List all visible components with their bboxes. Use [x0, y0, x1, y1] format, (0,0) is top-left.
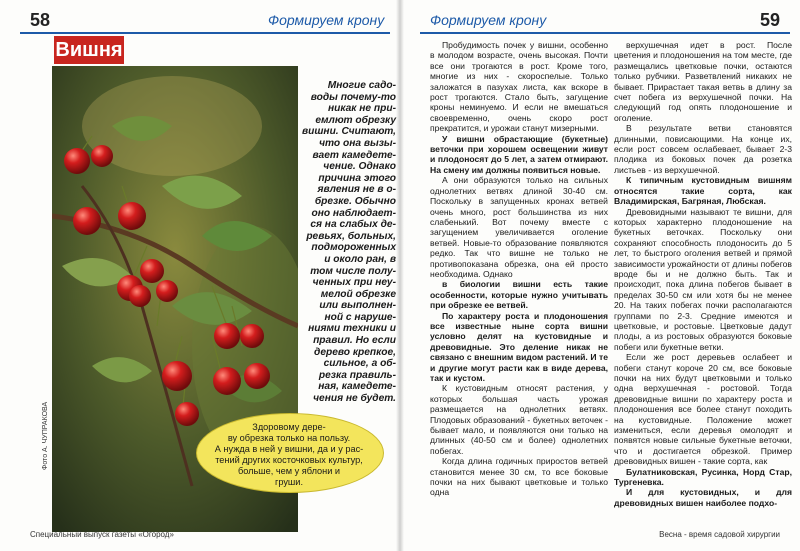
page-footer: Специальный выпуск газеты «Огород» — [30, 530, 174, 539]
paragraph-bold: в биологии вишни есть такие особенности, которые нужно учитывать при обрезке ее ветвей. — [430, 279, 608, 311]
intro-line: никак не при- — [327, 103, 396, 115]
text-column-2 — [614, 40, 792, 508]
callout-text — [204, 422, 374, 488]
intro-line: причина этого — [318, 172, 396, 184]
paragraph: В результате ветви становятся длинными, повисающими. На конце их, если рост совсем ослабевает, бывает 2-3 плодика из боковых почек да розетка листьев - из верхушечной. — [614, 123, 792, 175]
page-footer: Весна - время садовой хирургии — [659, 530, 780, 539]
paragraph-bold: К типичным кустовидным вишням относятся такие сорта, как Владимирская, Багряная, Любская. — [614, 175, 792, 207]
intro-line: том числе полу- — [310, 265, 396, 277]
paragraph: А они образуются только на сильных однолетних ветвях длиной 30-40 см. Поскольку в запущенных кронах ветвей очень много, рост большинства из них слабенький. Вот почему вместе с загущением увеличивается оголение ветвей. Новые-то образование появляются редко. Так что вишне не только не противопоказана обрезка, она ей просто необходима. Однако — [430, 175, 608, 279]
intro-line: ся на слабых де- — [310, 219, 396, 231]
intro-line: ной с наруше- — [324, 311, 396, 323]
paragraph-bold: И для кустовидных, и для древовидных вишен наиболее подхо- — [614, 487, 792, 508]
paragraph: Пробудимость почек у вишни, особенно в молодом возрасте, очень высокая. Почти все они трогаются в рост. Кроме того, многие из них - скороспелые. Только заложатся в пазухах листа, как вскоре в рост трогаются. Стало быть, загущение кроны неминуемо. И если не вмешаться своевременно, очень скоро рост прекратится, и урожаи станут мизерными. — [430, 40, 608, 134]
text-column-1 — [430, 40, 608, 498]
intro-line: чение. Однако — [323, 161, 396, 173]
paragraph: К кустовидным относят растения, у которых большая часть урожая размещается на однолетних ветвях. Плодовых образований - букетных веточек - бывает мало, и появляются они только на длинных (40-50 см и более) однолетних побегах. — [430, 383, 608, 456]
page-number: 59 — [759, 10, 780, 30]
intro-line: ревьях, больных, — [306, 230, 396, 242]
intro-line: мелой обрезке — [320, 288, 396, 300]
intro-line: емлют обрезку — [315, 114, 396, 126]
intro-line: брезке. Обычно — [314, 195, 396, 207]
intro-line: и около ран, в — [324, 253, 396, 265]
intro-line: вишни. Считают, — [301, 126, 396, 138]
right-page — [400, 0, 800, 551]
intro-text — [300, 80, 396, 405]
intro-line: вает камедете- — [312, 149, 396, 161]
intro-line: ниями техники и — [308, 323, 396, 335]
callout-line: А нужда в ней у вишни, да и у рас- — [214, 444, 364, 454]
intro-line: ная, камедете- — [318, 381, 396, 393]
page-number: 58 — [30, 10, 51, 30]
section-header: Формируем крону — [268, 12, 385, 28]
intro-line: оно наблюдает- — [311, 207, 396, 219]
callout-line: груши. — [274, 477, 303, 487]
paragraph: верхушечная идет в рост. После цветения и плодоношения на том месте, где размещались цветковые почки, остаются только рубчики. Разветвлений никаких не бывает. Прирастает такая ветвь в длину за счет побега из верхушечной почки. На следующий год опять плодоношение и оголение. — [614, 40, 792, 123]
callout-line: Здоровому дере- — [252, 422, 326, 432]
paragraph: Когда длина годичных приростов ветвей становится менее 30 см, то все боковые почки на них бывают цветковые и только одна — [430, 456, 608, 498]
intro-line: резка правиль- — [318, 369, 396, 381]
intro-line: явления не в о- — [317, 184, 396, 196]
header-rule — [20, 32, 390, 34]
intro-line: правил. Но если — [313, 335, 396, 347]
paragraph: Если же рост деревьев ослабеет и побеги станут короче 20 см, все боковые почки на них будут цветковыми и только одна верхушечная - ростовой. Тогда древовидные вишни по характеру роста и плодоношения все более станут походить на кустовидные. Положение может измениться, если деревья омолодят и появятся новые сильные букетные веточки, что и достигается обрезкой. Пример древовидных вишен - такие сорта, как — [614, 352, 792, 467]
intro-line: или выполнен- — [319, 300, 396, 312]
intro-line: сильное, а об- — [323, 358, 396, 370]
section-header: Формируем крону — [430, 12, 547, 28]
intro-line: чения не будет. — [313, 393, 396, 405]
callout-line: ву обрезка только на пользу. — [227, 433, 351, 443]
paragraph-bold: У вишни обрастающие (букетные) веточки при хорошем освещении живут и плодоносят до 5 лет, а затем отмирают. На смену им должны появиться новые. — [430, 133, 608, 175]
paragraph: Древовидными называют те вишни, для которых характерно плодоношение на букетных веточках. Поскольку они сохраняют способность плодоносить до 5 лет, то быстрого оголения ветвей и прямой зависимости урожайности от длины побегов вроде бы и не должно быть. Так и происходит, пока длина побегов бывает в пределах 30-50 см или хотя бы не менее 20. На таких побегах почки располагаются группами по 2-3. Средние имеются и цветковые, и ростовые. Цветковые дадут плоды, а из ростовых образуются боковые побеги или букетные ветки. — [614, 206, 792, 352]
intro-line: что она вызы- — [319, 137, 396, 149]
intro-line: ченных при неу- — [312, 277, 396, 289]
paragraph-bold: По характеру роста и плодоношения все известные ныне сорта вишни условно делят на кустовидные и древовидные. Это деление никак не связано с внешним видом растений. И те и другие могут расти как в виде дерева, так и кустом. — [430, 310, 608, 383]
article-title: Вишня — [54, 36, 124, 64]
callout-line: больше, чем у яблони и — [237, 466, 341, 476]
intro-line: Многие садо- — [327, 80, 396, 91]
intro-line: дерево крепкое, — [314, 346, 396, 358]
intro-line: подмороженных — [311, 242, 396, 254]
intro-line: воды почему-то — [310, 91, 396, 103]
callout-line: тений других косточковых культур, — [215, 455, 363, 465]
photo-credit: Фото А. ЧУПРАКОВА — [42, 401, 49, 470]
header-rule — [420, 32, 790, 34]
paragraph-bold: Булатниковская, Русинка, Норд Стар, Тургеневка. — [614, 466, 792, 488]
